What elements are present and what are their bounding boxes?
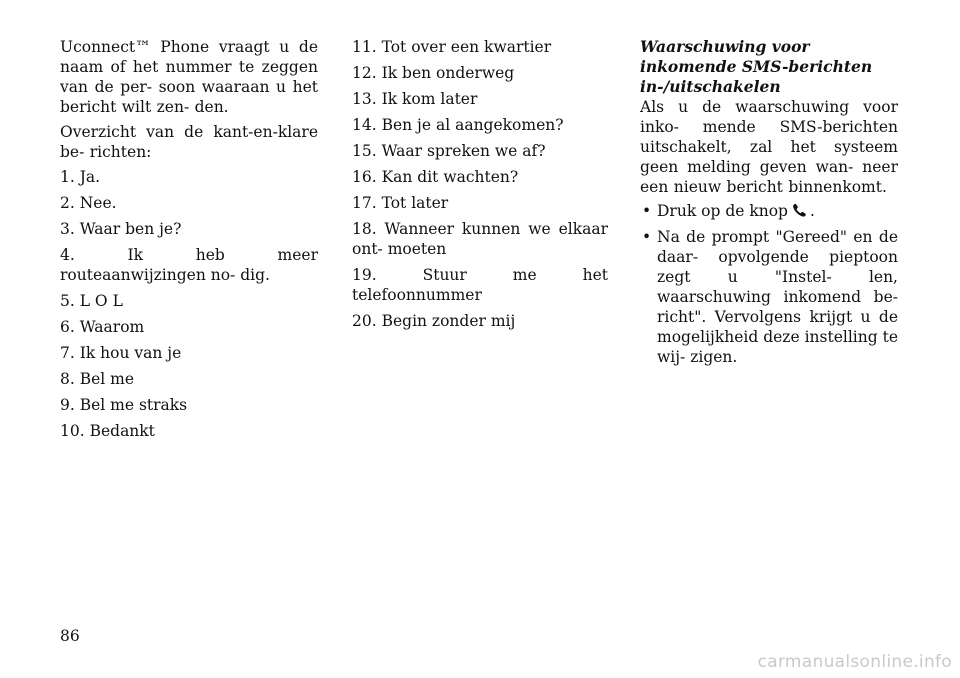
list-item: 13. Ik kom later	[352, 90, 478, 108]
section-heading: Waarschuwing voor inkomende SMS-berichten in-/uitschakelen	[640, 37, 873, 96]
list-item: 6. Waarom	[60, 318, 145, 336]
list-item: 5. L O L	[60, 292, 123, 310]
message-list-2	[352, 37, 608, 331]
list-item: 11. Tot over een kwartier	[352, 38, 552, 56]
list-item: 16. Kan dit wachten?	[352, 168, 519, 186]
instruction-list	[640, 201, 898, 367]
list-item: 10. Bedankt	[60, 422, 155, 440]
list-item: 3. Waar ben je?	[60, 220, 182, 238]
list-item: 20. Begin zonder mij	[352, 312, 516, 330]
list-item: 1. Ja.	[60, 168, 101, 186]
column-2	[352, 37, 608, 337]
page-number: 86	[60, 627, 80, 645]
watermark: carmanualsonline.info	[757, 652, 952, 672]
bullet-end: .	[809, 202, 815, 220]
overview-paragraph: Overzicht van de kant-en-klare be- richten:	[60, 123, 318, 161]
list-item: 17. Tot later	[352, 194, 449, 212]
list-item: 12. Ik ben onderweg	[352, 64, 515, 82]
column-1	[60, 37, 318, 447]
list-item: 4. Ik heb meer routeaanwijzingen no- dig.	[60, 246, 318, 284]
bullet-marker: •	[642, 202, 652, 220]
list-item: 7. Ik hou van je	[60, 344, 182, 362]
list-item: 9. Bel me straks	[60, 396, 188, 414]
bullet-item-press-button	[640, 201, 898, 221]
list-item: 19. Stuur me het telefoonnummer	[352, 266, 608, 304]
message-list-1	[60, 167, 318, 441]
phone-icon	[792, 202, 808, 216]
body-paragraph: Als u de waarschuwing voor inko- mende SMS-berichten uitschakelt, zal het systeem geen melding geven wan- neer een nieuw bericht binnenkomt.	[640, 98, 898, 196]
list-item: 15. Waar spreken we af?	[352, 142, 546, 160]
list-item: 8. Bel me	[60, 370, 135, 388]
bullet-text: Na de prompt "Gereed" en de daar- opvolgende pieptoon zegt u "Instel- len, waarschuwing inkomend be- richt". Vervolgens krijgt u de mogelijkheid deze instelling te wij- zigen.	[657, 228, 898, 366]
bullet-marker: •	[642, 228, 652, 246]
list-item: 2. Nee.	[60, 194, 117, 212]
list-item: 18. Wanneer kunnen we elkaar ont- moeten	[352, 220, 608, 258]
bullet-item-say-command	[640, 227, 898, 367]
column-3	[640, 37, 898, 373]
list-item: 14. Ben je al aangekomen?	[352, 116, 564, 134]
intro-paragraph: Uconnect™ Phone vraagt u de naam of het nummer te zeggen van de per- soon waaraan u het bericht wilt zen- den.	[60, 38, 318, 116]
bullet-text: Druk op de knop	[657, 202, 788, 220]
